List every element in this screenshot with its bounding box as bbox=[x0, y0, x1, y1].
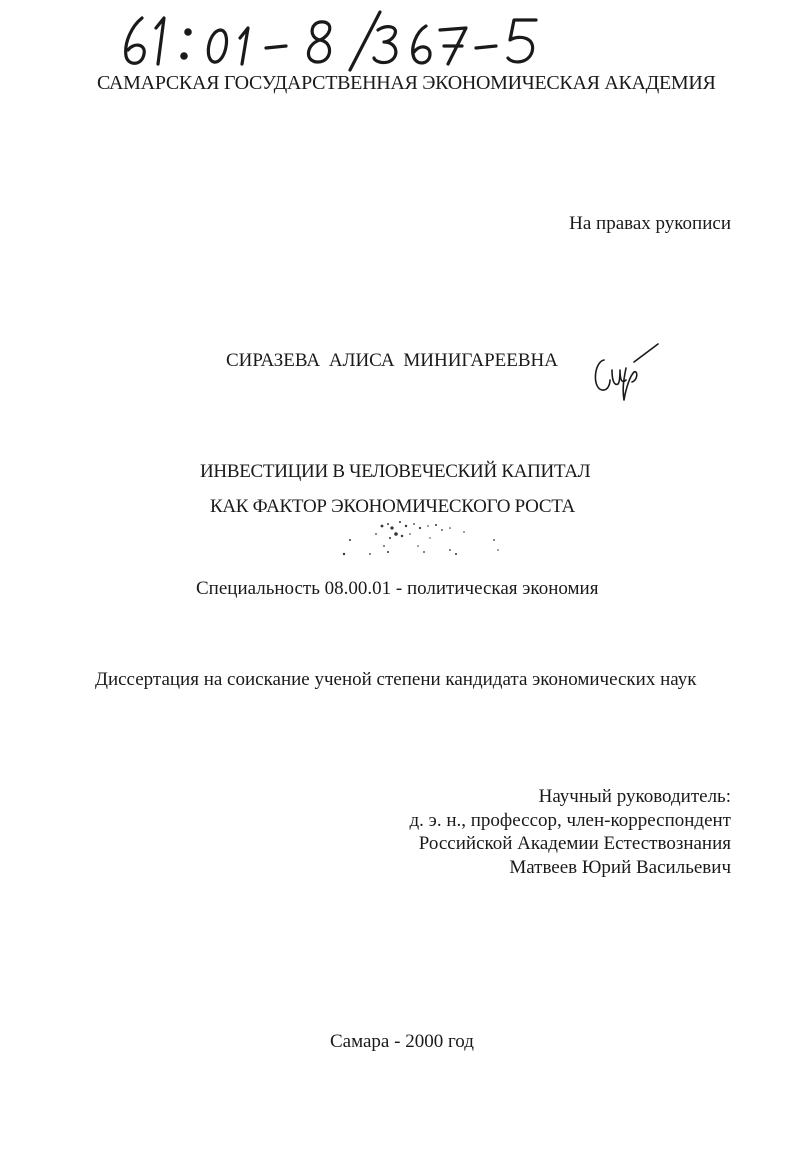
manuscript-note: На правах рукописи bbox=[569, 213, 731, 234]
specialty-line: Специальность 08.00.01 - политическая экономия bbox=[196, 578, 599, 599]
dissertation-statement: Диссертация на соискание ученой степени кандидата экономических наук bbox=[95, 669, 697, 690]
institution-name: САМАРСКАЯ ГОСУДАРСТВЕННАЯ ЭКОНОМИЧЕСКАЯ АКАДЕМИЯ bbox=[97, 72, 716, 94]
author-name: СИРАЗЕВА АЛИСА МИНИГАРЕЕВНА bbox=[226, 350, 558, 371]
archive-code-handwritten bbox=[118, 8, 558, 72]
author-signature bbox=[588, 340, 660, 402]
dissertation-title-line-1: ИНВЕСТИЦИИ В ЧЕЛОВЕЧЕСКИЙ КАПИТАЛ bbox=[200, 461, 591, 482]
supervisor-name: Матвеев Юрий Васильевич bbox=[509, 856, 731, 878]
stamp-residue bbox=[330, 510, 510, 562]
dissertation-title-line-2: КАК ФАКТОР ЭКОНОМИЧЕСКОГО РОСТА bbox=[210, 496, 575, 517]
supervisor-heading: Научный руководитель: bbox=[538, 786, 731, 807]
handwritten-code-strokes bbox=[118, 8, 558, 72]
supervisor-block bbox=[410, 785, 731, 879]
supervisor-academy: Российской Академии Естествознания bbox=[418, 833, 731, 854]
city-and-year: Самара - 2000 год bbox=[330, 1031, 474, 1052]
supervisor-credentials: д. э. н., профессор, член-корреспондент bbox=[409, 809, 731, 831]
stamp-speckles bbox=[330, 510, 510, 562]
signature-strokes bbox=[588, 340, 660, 402]
